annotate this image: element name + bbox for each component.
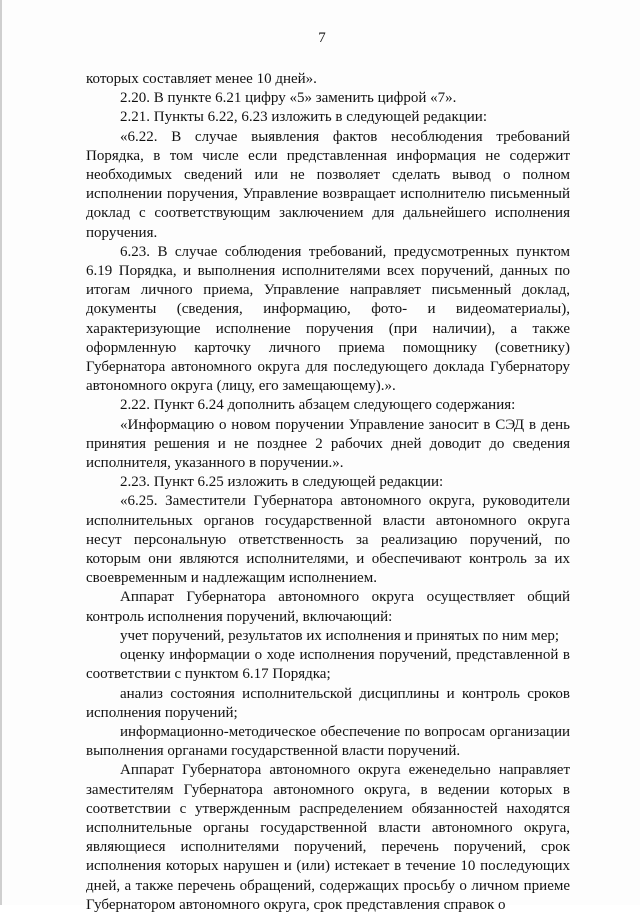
paragraph: Аппарат Губернатора автономного округа еженедельно направляет заместителям Губернатора автономного округа, в ведении которых в соответствии с утвержденным распределением обязанностей находятся исполнительные органы государственной власти автономного округа, являющиеся исполнителями поручений, перечень поручений, срок исполнения которых нарушен и (или) истекает в течение 10 последующих дней, а также перечень обращений, содержащих просьбу о личном приеме Губернатором автономного округа, срок представления справок о: [86, 762, 570, 913]
paragraph: учет поручений, результатов их исполнения и принятых по ним мер;: [120, 627, 560, 644]
document-body: [86, 70, 570, 915]
paragraph: информационно-методическое обеспечение по вопросам организации выполнения органами государственной власти поручений.: [86, 723, 570, 760]
paragraph: анализ состояния исполнительской дисциплины и контроль сроков исполнения поручений;: [86, 685, 570, 721]
paragraph: «6.25. Заместители Губернатора автономного округа, руководители исполнительных органов государственной власти автономного округа несут персональную ответственность за реализацию поручений, по которым они являются исполнителями, и обеспечивают контроль за их своевременным и надлежащим исполнением.: [86, 493, 570, 587]
paragraph: которых составляет менее 10 дней».: [86, 71, 317, 87]
paragraph: 2.23. Пункт 6.25 изложить в следующей редакции:: [120, 474, 444, 491]
paragraph: Аппарат Губернатора автономного округа осуществляет общий контроль исполнения поручений, включающий:: [86, 589, 570, 625]
paragraph: 2.20. В пункте 6.21 цифру «5» заменить цифрой «7».: [120, 90, 457, 107]
paragraph: «Информацию о новом поручении Управление заносит в СЭД в день принятия решения и не позднее 2 рабочих дней доводит до сведения исполнителя, указанного в поручении.».: [86, 416, 570, 472]
paragraph: 6.23. В случае соблюдения требований, предусмотренных пунктом 6.19 Порядка, и выполнения исполнителями всех поручений, данных по итогам личного приема, Управление направляет письменный доклад, документы (сведения, информацию, фото- и видеоматериалы), характеризующие исполнение поручения (при наличии), а также оформленную карточку личного приема помощнику (советнику) Губернатора автономного округа для последующего доклада Губернатору автономного округа (лицу, его замещающему).».: [86, 243, 570, 395]
paragraph: «6.22. В случае выявления фактов несоблюдения требований Порядка, в том числе если представленная информация не содержит необходимых сведений или не позволяет сделать вывод о полном исполнении поручения, Управление возвращает исполнителю письменный доклад с соответствующим заключением для дальнейшего исполнения поручения.: [86, 128, 570, 241]
paragraph: 2.21. Пункты 6.22, 6.23 изложить в следующей редакции:: [120, 109, 487, 126]
paragraph: 2.22. Пункт 6.24 дополнить абзацем следующего содержания:: [120, 397, 516, 414]
paragraph: оценку информации о ходе исполнения поручений, представленной в соответствии с пунктом 6.17 Порядка;: [86, 647, 570, 683]
page-number: 7: [318, 30, 326, 46]
